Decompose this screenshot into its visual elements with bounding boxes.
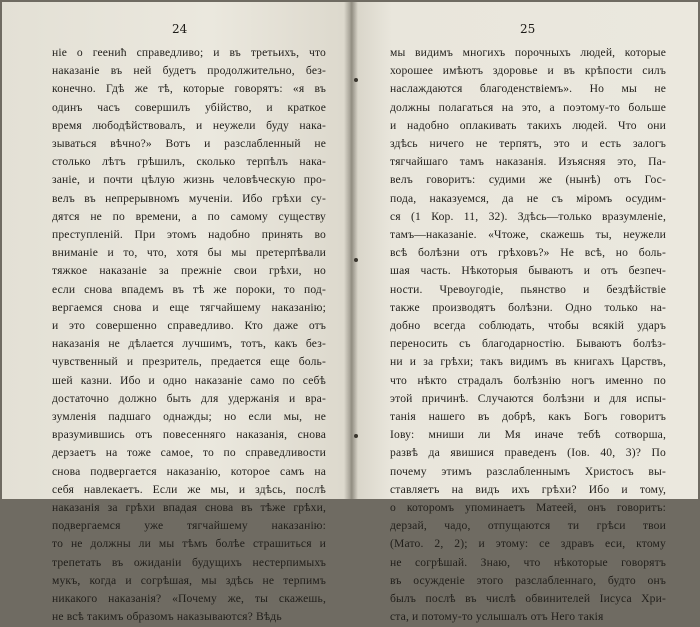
text-line: развѣ да явишися праведенъ (Іов. 40, 3)? По [390, 446, 666, 460]
text-line: также производятъ болѣзни. Одно только на- [390, 300, 666, 314]
text-line: и это совершенно справедливо. Кто даже отъ [52, 319, 326, 333]
text-line: дерзаетъ на тоже самое, то по справедливости [52, 446, 326, 460]
text-line: столько лѣтъ грѣшилъ, сколько терпѣлъ нака- [52, 155, 326, 169]
right-page-text [390, 44, 666, 627]
left-page-text [52, 44, 326, 627]
text-line: велъ говоритъ: судими же (нынѣ) отъ Гос- [390, 173, 666, 187]
book-gutter [344, 2, 358, 499]
text-line: себя навлекаетъ. Если же мы, и здѣсь, послѣ [52, 482, 326, 496]
text-line: ни и за грѣхи; такъ видимъ въ книгахъ Царствъ, [390, 355, 666, 369]
text-line: почему этимъ разслабленнымъ Христосъ вы- [390, 464, 666, 478]
text-line: ставляетъ на видъ ихъ грѣхи? Ибо и тому, [390, 482, 666, 496]
text-line: мы видимъ многихъ порочныхъ людей, которые [390, 46, 666, 59]
text-line: мукъ, когда и согрѣшая, мы здѣсь не терпимъ [52, 573, 326, 587]
binding-hole [354, 258, 358, 262]
binding-hole [354, 434, 358, 438]
text-line: ніе о геенић справедливо; и въ третьихъ, что [52, 46, 326, 59]
text-line: хорошее имѣютъ здоровье и въ крѣпости силъ [390, 64, 666, 78]
text-line: достаточно должно быть для удержанія и вра- [52, 391, 326, 405]
text-line: здѣсь ничего не терпятъ, это и есть залогъ [390, 137, 666, 151]
binding-hole [354, 78, 358, 82]
text-line: ся (1 Кор. 11, 32). Здѣсь—только вразумленіе, [390, 209, 666, 223]
text-line: наслаждаются благоденствіемъ». Но мы не [390, 82, 666, 96]
text-line: снова подвергается наказанію, которое самъ на [52, 464, 326, 478]
text-line: Іову: мниши ли Мя иначе тебѣ сотворша, [390, 428, 666, 442]
text-line: велъ въ непрерывномъ мученіи. Ибо грѣхи су- [52, 191, 326, 205]
text-line: добно всегда соблюдать, чтобы всякій ударъ [390, 319, 666, 333]
text-line: одинъ часъ совершилъ убійство, и краткое [52, 100, 326, 114]
text-line: тамъ—наказаніе. «Чтоже, скажешь ты, неужели [390, 228, 666, 242]
text-line: преступленій. При этомъ надобно принять во [52, 228, 326, 242]
text-line: конечно. Гдѣ же тѣ, которые говорятъ: «я въ [52, 82, 326, 96]
text-line: наказанія за грѣхи впадая снова въ тѣже грѣхи, [52, 501, 326, 515]
text-line: всѣ болѣзни отъ грѣховъ?» Не всѣ, но боль- [390, 246, 666, 260]
text-line: что нѣкто страдалъ болѣзнію ногъ именно по [390, 373, 666, 387]
left-page [2, 2, 350, 624]
text-line: зумленія падшаго однажды; но если мы, не [52, 410, 326, 424]
text-line: этой причинѣ. Случаются болѣзни и для испы- [390, 391, 666, 405]
text-line: въ осужденіе этого разслабленнаго, будто онъ [390, 573, 666, 587]
text-line: дерзай, чадо, отпущаются ти грѣси твои [390, 519, 666, 533]
text-line: не всѣ такимъ образомъ наказываются? Вѣдь [52, 610, 282, 624]
text-line: никакого наказанія? «Почему же, ты скажешь, [52, 592, 326, 606]
text-line: если снова впадемъ въ тѣ же пороки, то под- [52, 282, 326, 296]
text-line: тяжкое наказаніе за прежніе свои грѣхи, но [52, 264, 326, 278]
book-spread [2, 2, 698, 624]
text-line: зываться вѣчно?» Вотъ и разслабленный не [52, 137, 326, 151]
text-line: то не должны ли мы тѣмъ болѣе страшиться и [52, 537, 326, 551]
text-line: время любодѣйствовалъ, и неужели буду нака- [52, 118, 326, 132]
page-number-right: 25 [520, 22, 536, 36]
text-line: былъ послѣ въ числѣ обвинителей Іисуса Хри- [390, 592, 666, 606]
text-line: танія нашего въ добрѣ, какъ Богъ говоритъ [390, 410, 666, 424]
text-line: подвергаемся уже тягчайшему наказанію: [52, 519, 326, 533]
text-line: пода, наказуемся, да не съ міромъ осудим- [390, 191, 666, 205]
text-line: заніе, и почти цѣлую жизнь человѣческую про- [52, 173, 326, 187]
text-line: чувственный и презритель, предается еще боль- [52, 355, 326, 369]
text-line: вниманіе и то, что, хотя бы мы претерпѣвали [52, 246, 326, 260]
text-line: наказаніе въ ней будетъ продолжительно, без- [52, 64, 326, 78]
text-line: наказанія не дѣлается лучшимъ, тотъ, какъ без- [52, 337, 326, 351]
text-line: (Мато. 2, 2); и этому: се здравъ еси, ктому [390, 537, 666, 551]
text-line: ста, и потому-то услышалъ отъ Него такія [390, 610, 604, 624]
page-number-left: 24 [172, 22, 188, 36]
text-line: тягчайшаго тамъ наказанія. Изъясняя это, Па- [390, 155, 666, 169]
text-line: дятся не по времени, а по самому существу [52, 209, 326, 223]
right-page [350, 2, 698, 624]
text-line: переносить съ благодарностію. Бываютъ болѣз- [390, 337, 666, 351]
text-line: о которомъ упоминаетъ Матеей, онъ говоритъ: [390, 501, 666, 515]
text-line: вразумившись отъ повесенняго наказанія, снова [52, 428, 326, 442]
text-line: должны полагаться на это, а поэтому-то больше [390, 100, 666, 114]
text-line: трепетать въ ожиданіи будущихъ нестерпимыхъ [52, 555, 326, 569]
text-line: ности. Чревоугодіе, пьянство и бездѣйствіе [390, 282, 666, 296]
text-line: не согрѣшай. Знаю, что нѣкоторые говорятъ [390, 555, 666, 569]
text-line: шая часть. Нѣкоторыя бываютъ и отъ безпеч- [390, 264, 666, 278]
text-line: шей казни. Ибо и одно наказаніе само по себѣ [52, 373, 326, 387]
text-line: и надобно оплакивать такихъ людей. Что они [390, 118, 666, 132]
text-line: вергаемся снова и еще тягчайшему наказанію; [52, 300, 326, 314]
